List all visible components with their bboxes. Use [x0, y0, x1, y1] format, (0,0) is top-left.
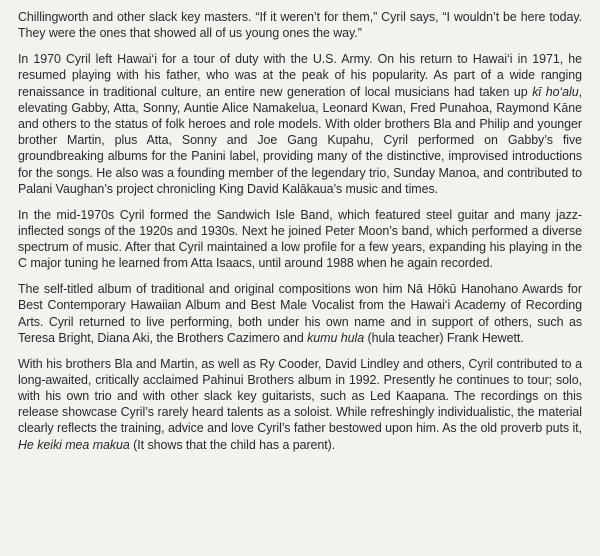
text-segment: , elevating Gabby, Atta, Sonny, Auntie Alice Namakelua, Leonard Kwan, Fred Punahoa, Raymond Kāne and others to the status of folk heroes and role models. With older brothers Bla and Philip and younger brother Martin, plus Atta, Sonny and Joe Gang Kupahu, Cyril performed on Gabby’s five groundbreaking albums for the Panini label, providing many of the distinctive, improvised introductions for the songs. He also was a founding member of the legendary trio, Sunday Manoa, and contributed to Palani Vaughan’s project chronicling King David Kalākaua’s music and times. [18, 84, 582, 196]
italic-term: kī ho‘alu [532, 84, 579, 99]
paragraph-5 [18, 356, 582, 453]
paragraph-2 [18, 51, 582, 197]
text-segment: (hula teacher) Frank Hewett. [364, 330, 524, 345]
paragraph-4 [18, 281, 582, 346]
text-segment: (It shows that the child has a parent). [129, 437, 336, 452]
text-segment: In the mid-1970s Cyril formed the Sandwich Isle Band, which featured steel guitar and many jazz-inflected songs of the 1920s and 1930s. Next he joined Peter Moon’s band, which performed a diverse spectrum of music. After that Cyril maintained a low profile for a few years, expanding his playing in the C major tuning he learned from Atta Isaacs, until around 1988 when he again recorded. [18, 207, 582, 271]
paragraph-3 [18, 207, 582, 272]
text-segment: The self-titled album of traditional and original compositions won him Nā Hōkū Hanohano Awards for Best Contemporary Hawaiian Album and Best Male Vocalist from the Hawai‘i Academy of Recording Arts. Cyril returned to live performing, both under his own name and in support of others, such as Teresa Bright, Diana Aki, the Brothers Cazimero and [18, 282, 582, 345]
italic-term: kumu hula [307, 330, 365, 345]
text-segment: In 1970 Cyril left Hawai‘i for a tour of duty with the U.S. Army. On his return to Hawai‘i in 1971, he resumed playing with his father, who was at the peak of his popularity. As part of a wide ranging renaissance in traditional culture, an entire new generation of local musicians had taken up [18, 52, 582, 99]
paragraph-1 [18, 9, 582, 41]
italic-proverb: He keiki mea makua [18, 437, 130, 452]
text-segment: Chillingworth and other slack key masters. “If it weren’t for them,” Cyril says, “I wouldn’t be here today. They were the ones that showed all of us young ones the way.” [18, 10, 582, 41]
text-segment: With his brothers Bla and Martin, as well as Ry Cooder, David Lindley and others, Cyril contributed to a long-awaited, critically acclaimed Pahinui Brothers album in 1992. Presently he continues to tour; solo, with his own trio and with other slack key guitarists, such as Led Kaapana. The recordings on this release showcase Cyril’s rarely heard talents as a soloist. While refreshingly individualistic, the material clearly reflects the training, advice and love Cyril’s father bestowed upon him. As the old proverb puts it, [18, 356, 582, 436]
